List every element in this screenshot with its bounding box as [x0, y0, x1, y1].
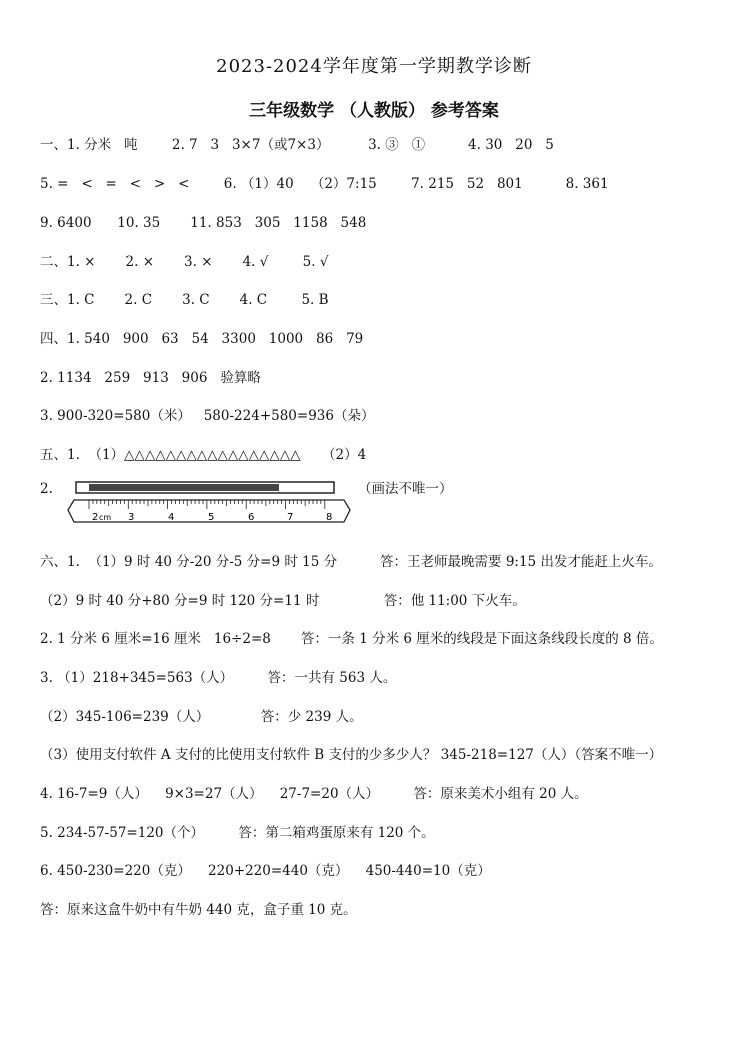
- ruler-note: （画法不唯一）: [358, 481, 453, 497]
- ruler-tick-label: 5: [208, 512, 215, 523]
- answer-line: 5. = < = < > < 6. （1）40 （2）7:15 7. 215 52 801 8. 361: [40, 176, 609, 192]
- answer-line: （3）使用支付软件 A 支付的比使用支付软件 B 支付的少多少人？ 345-218=127（人）（答案不唯一）: [40, 747, 663, 763]
- answer-line: 一、1. 分米 吨 2. 7 3 3×7（或7×3） 3. ③ ① 4. 30 20 5: [40, 137, 554, 153]
- ruler-tick-label: 4: [168, 512, 175, 523]
- answer-line: 六、1. （1）9 时 40 分-20 分-5 分=9 时 15 分 答：王老师最晚需要 9:15 出发才能赶上火车。: [40, 554, 662, 570]
- answer-line: 2. 1 分米 6 厘米=16 厘米 16÷2=8 答：一条 1 分米 6 厘米的线段是下面这条线段长度的 8 倍。: [40, 631, 663, 647]
- answer-line: （2）9 时 40 分+80 分=9 时 120 分=11 时 答：他 11:00 下火车。: [40, 593, 526, 609]
- ruler-diagram: [64, 480, 354, 530]
- ruler-unit-label: cm: [99, 513, 112, 522]
- answer-line: 3. 900-320=580（米） 580-224+580=936（朵）: [40, 408, 375, 424]
- answer-line: 答：原来这盒牛奶中有牛奶 440 克，盒子重 10 克。: [40, 902, 357, 918]
- answer-line: 二、1. × 2. × 3. × 4. √ 5. √: [40, 254, 329, 270]
- answer-line: 4. 16-7=9（人） 9×3=27（人） 27-7=20（人） 答：原来美术小组有 20 人。: [40, 786, 588, 802]
- answer-line: 2. 1134 259 913 906 验算略: [40, 370, 261, 386]
- drawn-segment: [89, 484, 279, 491]
- ruler-tick-label: 8: [326, 512, 333, 523]
- ruler-tick-label: 3: [128, 512, 135, 523]
- ruler-tick-label: 2: [92, 512, 99, 523]
- answer-line: 3. （1）218+345=563（人） 答：一共有 563 人。: [40, 670, 397, 686]
- answer-line: 五、1. （1）△△△△△△△△△△△△△△△△△ （2）4: [40, 447, 367, 463]
- answer-line: 2.: [40, 481, 53, 497]
- answer-line: （2）345-106=239（人） 答：少 239 人。: [40, 709, 363, 725]
- answer-line: 5. 234-57-57=120（个） 答：第二箱鸡蛋原来有 120 个。: [40, 825, 435, 841]
- ruler-tick-label: 7: [287, 512, 294, 523]
- ruler-tick-label: 6: [248, 512, 255, 523]
- document-title: 2023-2024学年度第一学期教学诊断: [216, 56, 532, 77]
- answer-line: 9. 6400 10. 35 11. 853 305 1158 548: [40, 215, 367, 231]
- answer-line: 6. 450-230=220（克） 220+220=440（克） 450-440=10（克）: [40, 863, 491, 879]
- answer-line: 四、1. 540 900 63 54 3300 1000 86 79: [40, 331, 364, 347]
- document-subtitle: 三年级数学 （人教版） 参考答案: [249, 101, 499, 121]
- answer-line: 三、1. C 2. C 3. C 4. C 5. B: [40, 292, 329, 308]
